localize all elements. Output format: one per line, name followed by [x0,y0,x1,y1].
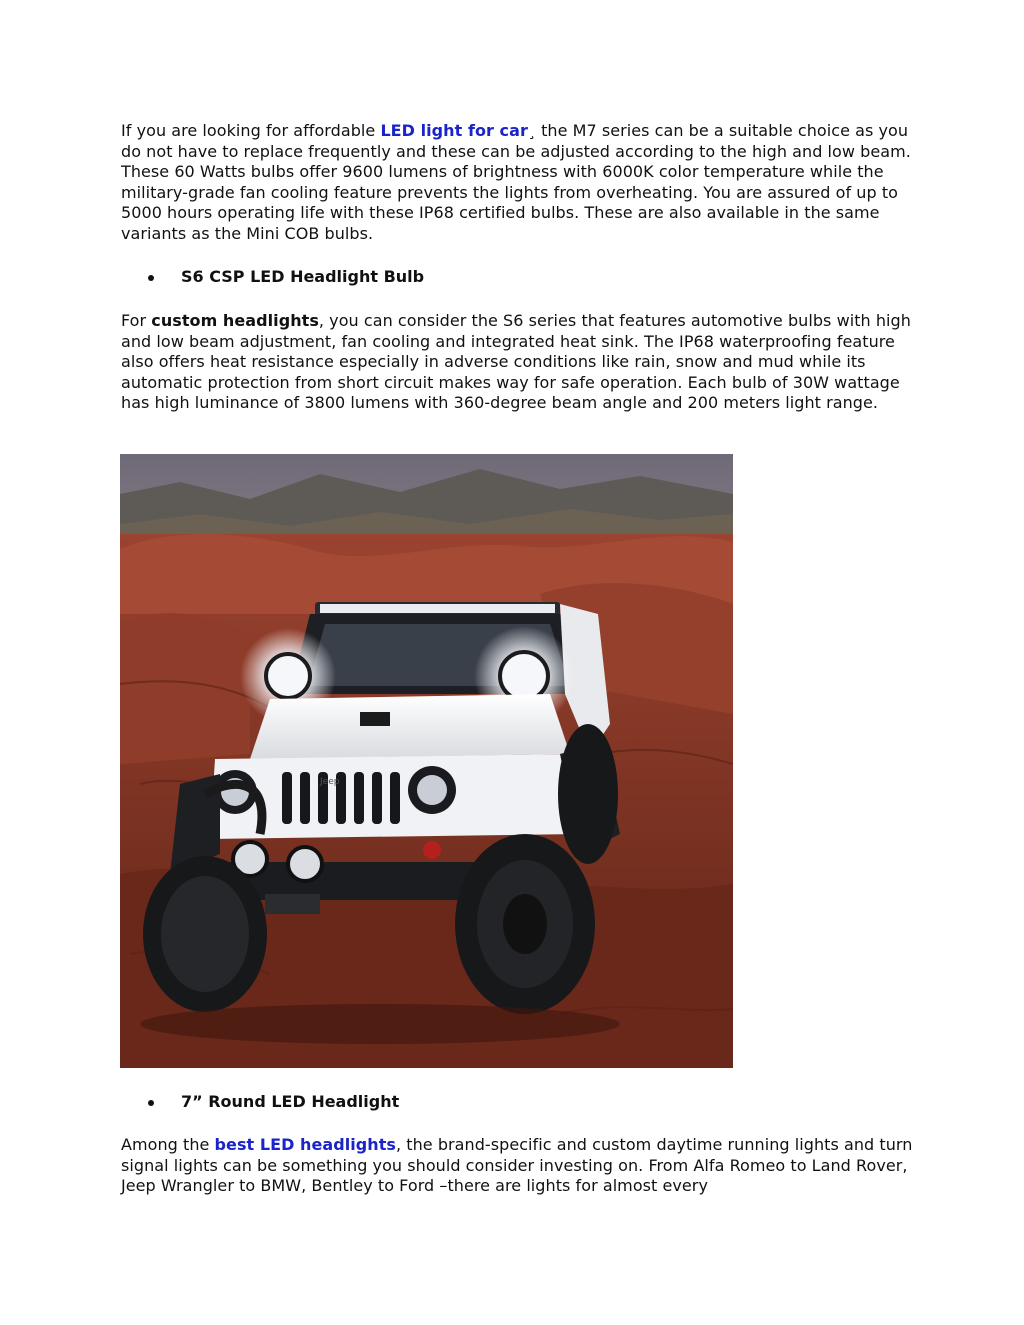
para2-text-before: For [121,311,152,330]
jeep-offroad-photo [120,454,733,1068]
para2-text-after: , you can consider the S6 series that features automotive bulbs with high and low beam adjustment, fan cooling and integrated heat sink. The IP68 waterproofing feature also offers heat resistance especially in adverse conditions like rain, snow and mud while its automatic protection from short circuit makes way for safe operation. Each bulb of 30W wattage has high luminance of 3800 lumens with 360-degree beam angle and 200 meters light range. [121,311,911,412]
bullet-label: S6 CSP LED Headlight Bulb [181,267,425,286]
para1-text-after: ¸ the M7 series can be a suitable choice as you do not have to replace frequently and these can be adjusted according to the high and low beam. These 60 Watts bulbs offer 9600 lumens of brightness with 6000K color temperature while the military-grade fan cooling feature prevents the lights from overheating. You are assured of up to 5000 hours operating life with these IP68 certified bulbs. These are also available in the same variants as the Mini COB bulbs. [121,121,911,243]
paragraph-best-headlights [121,1135,921,1197]
custom-headlights-bold: custom headlights [151,311,319,330]
para1-text-before: If you are looking for affordable [121,121,381,140]
paragraph-s6-series [121,311,921,414]
bullet-label: 7” Round LED Headlight [181,1092,400,1111]
para3-text-before: Among the [121,1135,215,1154]
paragraph-m7-series [121,121,921,244]
jeep-grille-text: Jeep [320,777,340,787]
bullet-dot-icon [148,1100,154,1106]
bullet-dot-icon [148,275,154,281]
best-led-headlights-link[interactable]: best LED headlights [214,1135,396,1154]
led-light-for-car-link[interactable]: LED light for car [380,121,528,140]
para3-text-after: , the brand-specific and custom daytime running lights and turn signal lights can be something you should consider investing on. From Alfa Romeo to Land Rover, Jeep Wrangler to BMW, Bentley to Ford –there are lights for almost every [121,1135,913,1195]
